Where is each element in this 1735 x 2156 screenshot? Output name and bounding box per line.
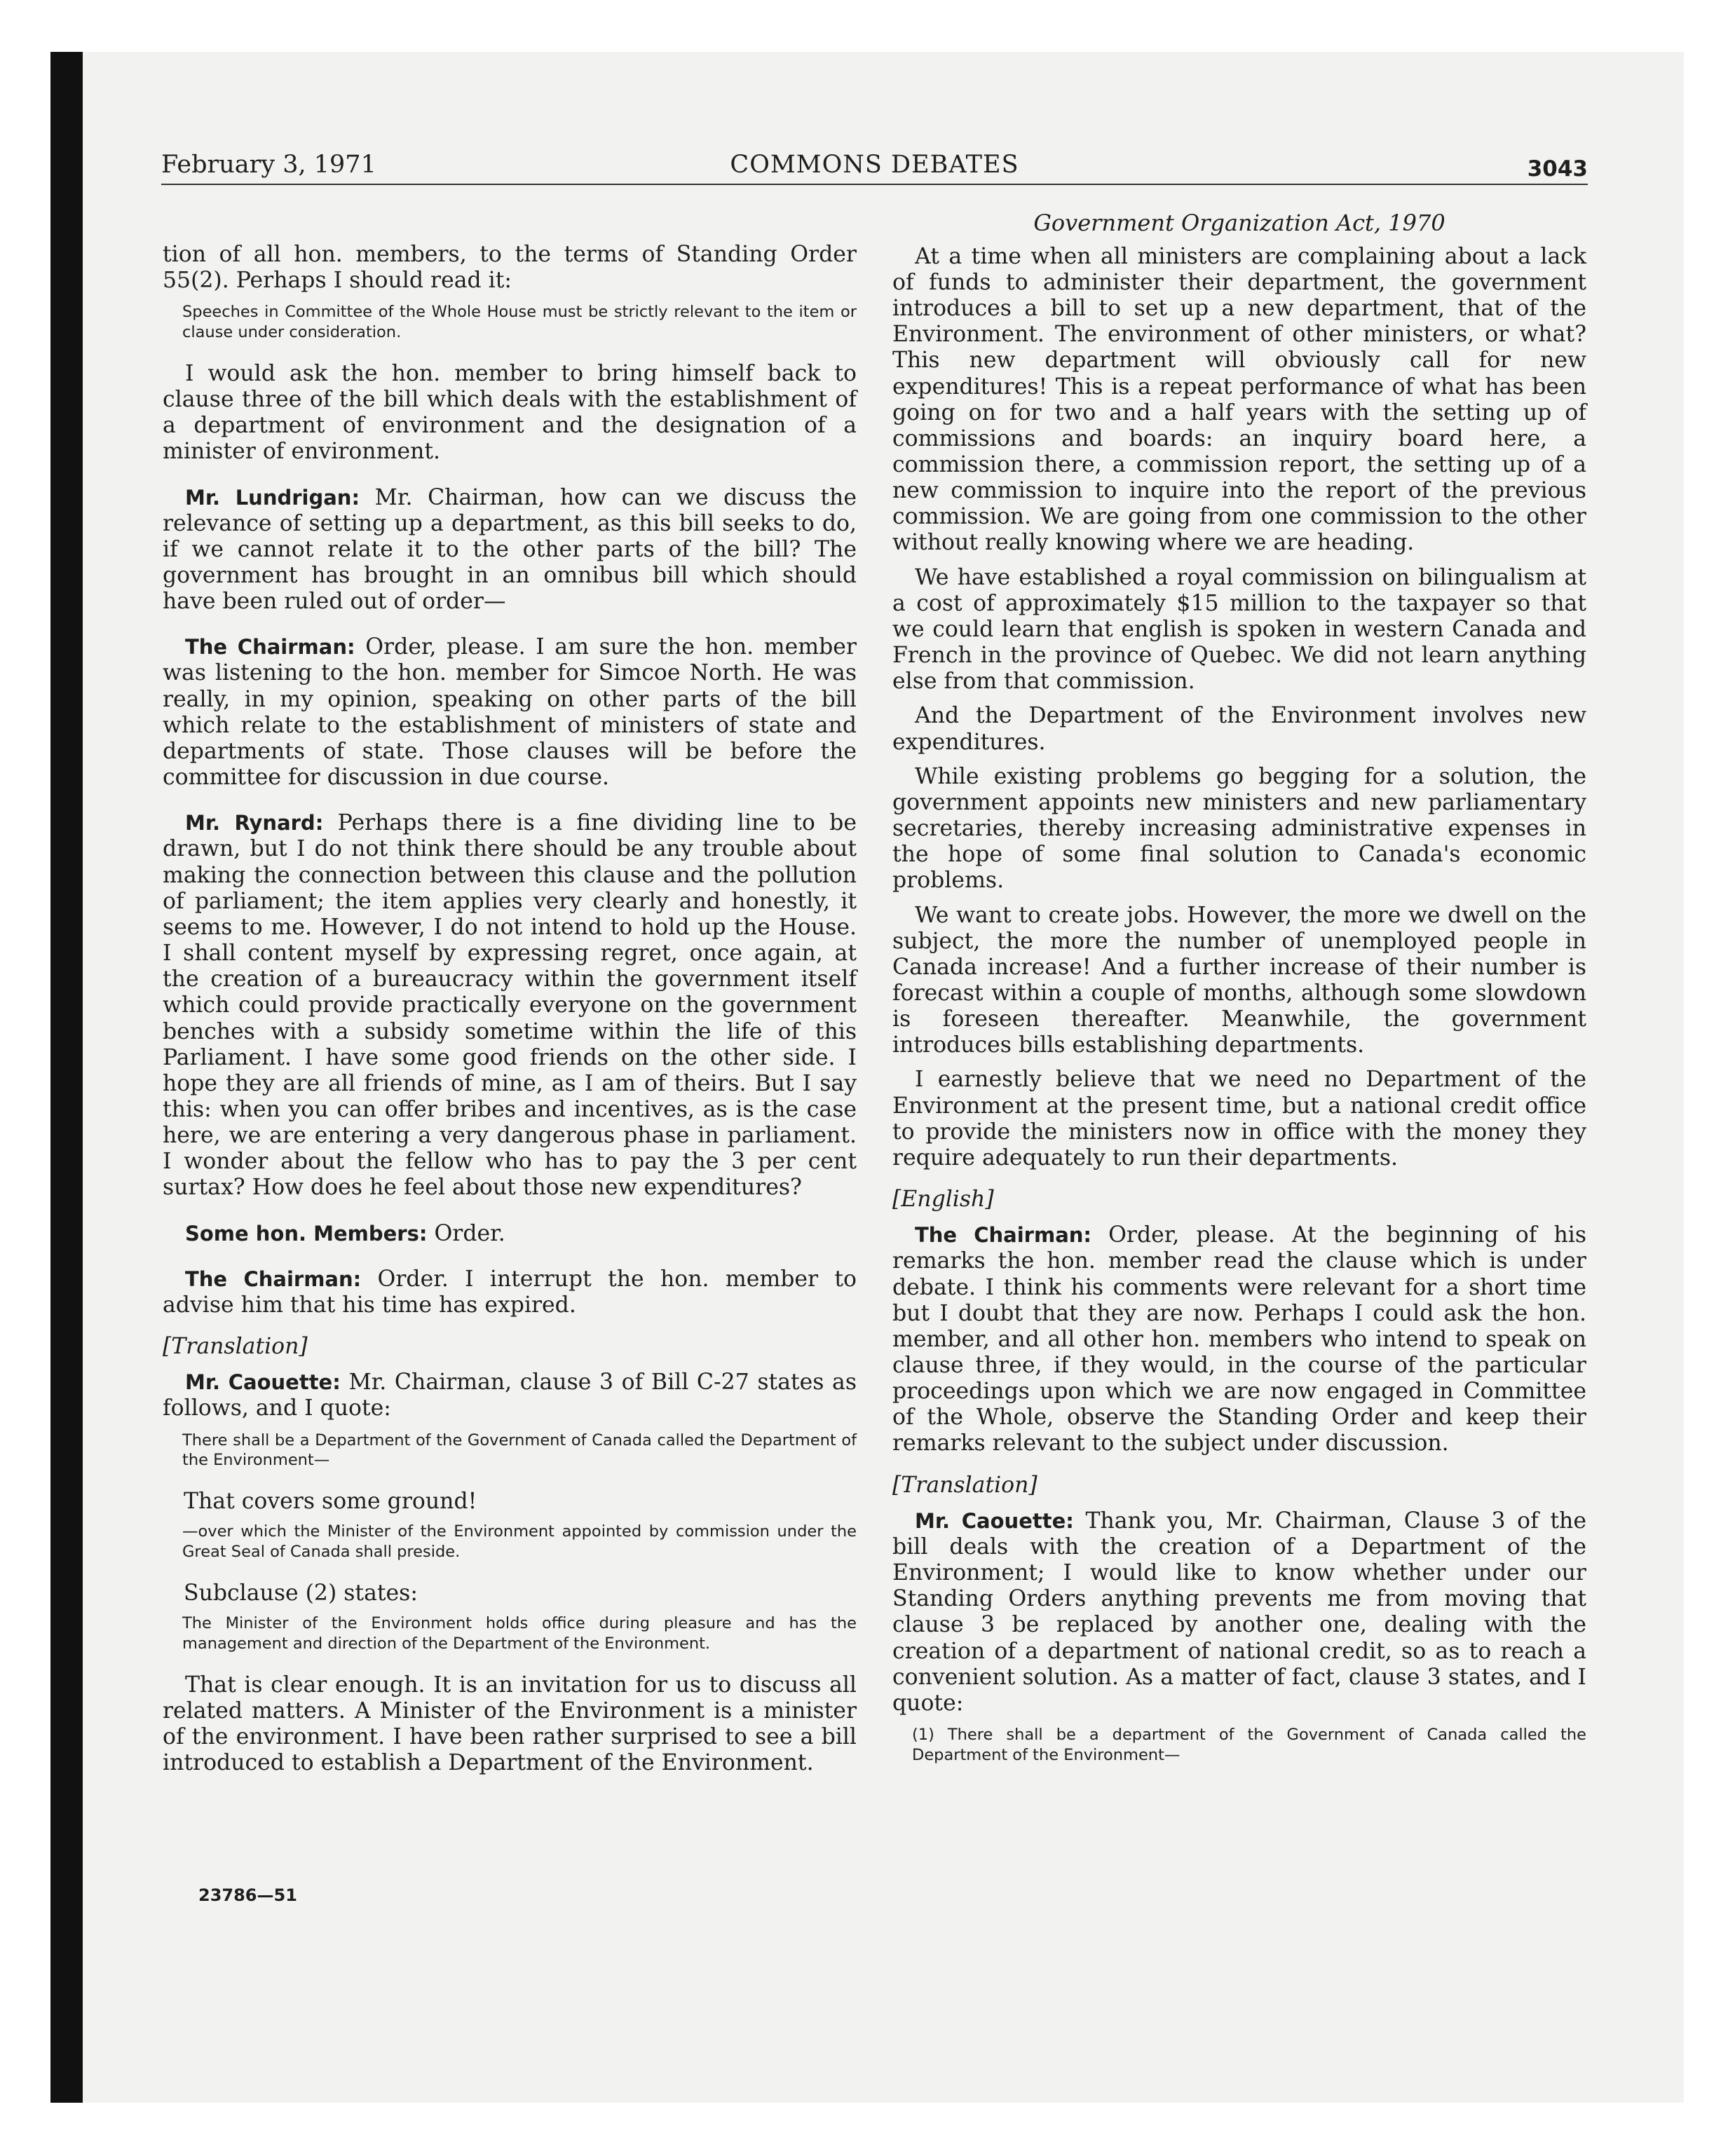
header-title: COMMONS DEBATES [730, 151, 1019, 179]
speaker-name: The Chairman: [185, 635, 355, 660]
paragraph: We have established a royal commission on bilingualism at a cost of approximately $15 million to the taxpayer so that we could learn that english is spoken in western Canada and French in the province of Quebec. We did not learn anything else from that commission. [892, 564, 1586, 695]
quotation: (1) There shall be a department of the Government of Canada called the Department of the Environment— [912, 1726, 1586, 1764]
speaker-name: Mr. Caouette: [915, 1508, 1074, 1533]
paragraph: At a time when all ministers are complaining about a lack of funds to administer their department, the government introduces a bill to set up a new department, that of the Environment. The environment of other ministers, or what? This new department will obviously call for new expenditures! This is a repeat performance of what has been going on for two and a half years with the setting up of commissions and boards: an inquiry board here, a commission there, a commission report, the setting up of a new commission to inquire into the report of the previous commission. We are going from one commission to the other without really knowing where we are heading. [892, 243, 1586, 556]
speaker-name: The Chairman: [185, 1267, 362, 1291]
speech-chairman [163, 1267, 857, 1318]
paragraph: Subclause (2) states: [184, 1580, 418, 1606]
paragraph: And the Department of the Environment involves new expenditures. [892, 703, 1586, 755]
paragraph: That is clear enough. It is an invitation for us to discuss all related matters. A Minister of the Environment is a minister of the environment. I have been rather surprised to see a bill introduced to establish a Department of the Environment. [163, 1672, 857, 1776]
translation-label: [Translation] [163, 1334, 308, 1360]
footer-code: 23786—51 [198, 1885, 297, 1905]
header-rule [161, 184, 1588, 185]
speech-text: Mr. Chairman, clause 3 of Bill C-27 states as follows, and I quote: [163, 1370, 857, 1421]
speaker-name: Mr. Lundrigan: [185, 485, 360, 510]
speech-text: Order, please. At the beginning of his remarks the hon. member read the clause which is under debate. I think his comments were relevant for a short time but I doubt that they are now. Perhaps I could ask the hon. member, and all other hon. members who intend to speak on clause three, if they would, in the course of the particular proceedings upon which we are now engaged in Committee of the Whole, observe the Standing Order and keep their remarks relevant to the subject under discussion. [892, 1222, 1586, 1456]
paragraph: We want to create jobs. However, the more we dwell on the subject, the more the number of unemployed people in Canada increase! And a further increase of their number is forecast within a couple of months, although some slowdown is foreseen thereafter. Meanwhile, the government introduces bills establishing departments. [892, 902, 1586, 1058]
quotation: —over which the Minister of the Environment appointed by commission under the Great Seal of Canada shall preside. [182, 1522, 857, 1562]
speaker-name: Some hon. Members: [185, 1221, 428, 1246]
paragraph: That covers some ground! [184, 1489, 477, 1515]
speech-text: Order, please. I am sure the hon. member was listening to the hon. member for Simcoe North. He was really, in my opinion, speaking on other parts of the bill which relate to the establishment of ministers of state and departments of state. Those clauses will be before the committee for discussion in due course. [163, 634, 857, 791]
header-date: February 3, 1971 [161, 151, 376, 179]
speech-members [163, 1221, 857, 1247]
speech-chairman [163, 634, 857, 791]
speech-text: Thank you, Mr. Chairman, Clause 3 of the bill deals with the creation of a Department of the Environment; I would like to know whether under our Standing Orders anything prevents me from moving that clause 3 be replaced by another one, dealing with the creation of a department of national credit, so as to reach a convenient solution. As a matter of fact, clause 3 states, and I quote: [892, 1508, 1586, 1716]
english-label: [English] [892, 1187, 994, 1213]
page-number: 3043 [1527, 156, 1588, 182]
paragraph: tion of all hon. members, to the terms of Standing Order 55(2). Perhaps I should read it: [163, 242, 857, 294]
quotation: There shall be a Department of the Government of Canada called the Department of the Environment— [182, 1431, 857, 1470]
speech-text: Perhaps there is a fine dividing line to be drawn, but I do not think there should be any trouble about making the connection between this clause and the pollution of parliament; the item applies very clearly and honestly, it seems to me. However, I do not intend to hold up the House. I shall content myself by expressing regret, once again, at the creation of a bureaucracy within the government itself which could provide practically everyone on the government benches with a subsidy sometime within the life of this Parliament. I have some good friends on the other side. I hope they are all friends of mine, as I am of theirs. But I say this: when you can offer bribes and incentives, as is the case here, we are entering a very dangerous phase in parliament. I wonder about the fellow who has to pay the 3 per cent surtax? How does he feel about those new expenditures? [163, 810, 857, 1201]
speech-chairman [892, 1222, 1586, 1456]
speech-text: Order. I interrupt the hon. member to advise him that his time has expired. [163, 1266, 857, 1318]
speech-rynard [163, 810, 857, 1201]
quotation: The Minister of the Environment holds office during pleasure and has the management and direction of the Department of the Environment. [182, 1614, 857, 1653]
page-header [161, 151, 1588, 193]
quotation: Speeches in Committee of the Whole House must be strictly relevant to the item or clause under consideration. [182, 303, 857, 342]
speaker-name: The Chairman: [915, 1223, 1092, 1248]
speech-caouette [892, 1508, 1586, 1717]
speech-text: Order. [427, 1220, 505, 1246]
paragraph: While existing problems go begging for a solution, the government appoints new ministers and new parliamentary secretaries, thereby increasing administrative expenses in the hope of some final solution to Canada's economic problems. [892, 763, 1586, 894]
speech-caouette [163, 1370, 857, 1421]
speech-text: Mr. Chairman, how can we discuss the relevance of setting up a department, as this bill seeks to do, if we cannot relate it to the other parts of the bill? The government has brought in an omnibus bill which should have been ruled out of order— [163, 484, 857, 615]
left-column [163, 242, 857, 1785]
paragraph: I would ask the hon. member to bring himself back to clause three of the bill which deals with the establishment of a department of environment and the designation of a minister of environment. [163, 360, 857, 465]
paragraph: I earnestly believe that we need no Department of the Environment at the present time, but a national credit office to provide the ministers now in office with the money they require adequately to run their departments. [892, 1067, 1586, 1171]
translation-label: [Translation] [892, 1472, 1037, 1498]
speaker-name: Mr. Caouette: [185, 1370, 341, 1395]
speech-lundrigan [163, 485, 857, 615]
speaker-name: Mr. Rynard: [185, 811, 324, 835]
section-title: Government Organization Act, 1970 [1033, 210, 1445, 236]
right-column [892, 210, 1586, 1784]
scan-binding-edge [50, 52, 83, 2103]
